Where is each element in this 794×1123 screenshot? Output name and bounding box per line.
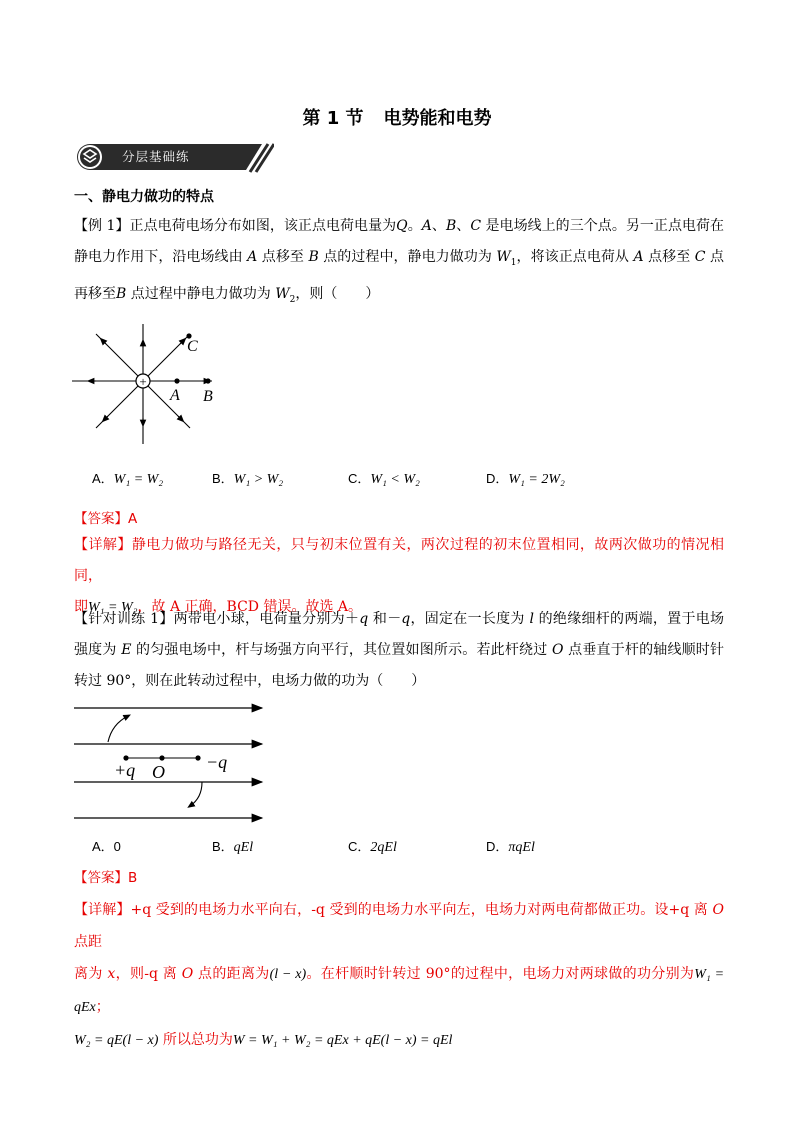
pivot-O bbox=[159, 755, 164, 760]
example1-option-a[interactable]: A．W₁ = W₂ bbox=[92, 471, 164, 487]
training1-option-c[interactable]: C．2qEl bbox=[348, 839, 397, 855]
field-line-downright bbox=[148, 386, 190, 428]
training1-option-d[interactable]: D．πqEl bbox=[486, 839, 535, 855]
label-B: B bbox=[203, 388, 213, 405]
example1-label: 【例 1】 bbox=[74, 218, 130, 234]
label-plus-q: +q bbox=[114, 760, 136, 780]
label-C: C bbox=[187, 338, 198, 355]
training1-answer: 【答案】B bbox=[74, 870, 138, 886]
example1-option-d[interactable]: D．W₁ = 2W₂ bbox=[486, 471, 565, 487]
training1-label: 【针对训练 1】 bbox=[74, 611, 174, 627]
training1-option-b[interactable]: B．qEl bbox=[212, 839, 254, 855]
point-B bbox=[205, 378, 210, 383]
rotation-arrow-bottom bbox=[190, 782, 202, 806]
label-minus-q: −q bbox=[206, 752, 228, 772]
example1-option-c[interactable]: C．W₁ < W₂ bbox=[348, 471, 420, 487]
rotation-arrow-top bbox=[108, 716, 128, 742]
training1-option-a[interactable]: A．0 bbox=[92, 839, 121, 854]
example1-detail: 【详解】静电力做功与路径无关，只与初末位置有关，两次过程的初末位置相同，故两次做功的情况相同， 即W₁ = W₂，故 A 正确，BCD 错误。故选 A。 bbox=[74, 537, 725, 615]
point-A bbox=[174, 378, 179, 383]
example1-option-b[interactable]: B．W₁ > W₂ bbox=[212, 471, 284, 487]
rod-uniform-field-figure bbox=[72, 698, 272, 828]
example1-answer: 【答案】A bbox=[74, 511, 138, 527]
charge-sign: + bbox=[139, 374, 147, 389]
title-section-number: 第 1 节 bbox=[302, 108, 364, 129]
training1-detail: 【详解】+q 受到的电场力水平向右，-q 受到的电场力水平向左，电场力对两电荷都做正功。设+q 离 O 点距 离为 x，则-q 离 O 点的距离为(l − x)。在杆顺时针转过 90°的过程中，电场力对两球做的功分别为W₁ = qEx； W₂ = qE(l − x) 所以总功为W = W₁ + W₂ = qEx + qE(l − x) = qEl bbox=[74, 902, 725, 1048]
section-heading: 一、静电力做功的特点 bbox=[74, 189, 214, 205]
training1-question: 【针对训练 1】两带电小球，电荷量分别为＋q 和－q，固定在一长度为 l 的绝缘细杆的两端，置于电场强度为 E 的匀强电场中，杆与场强方向平行，其位置如图所示。若此杆绕过 O 点垂直于杆的轴线顺时针转过 90°，则在此转动过程中，电场力做的功为（ ） bbox=[74, 611, 725, 689]
point-charge-field-figure bbox=[70, 318, 220, 458]
label-O: O bbox=[152, 762, 165, 782]
field-line-downleft bbox=[96, 386, 138, 428]
page-title bbox=[0, 104, 794, 130]
example1-question: 【例 1】正点电荷电场分布如图，该正点电荷电量为Q。A、B、C 是电场线上的三个点。另一正点电荷在静电力作用下，沿电场线由 A 点移至 B 点的过程中，静电力做功为 $W_1$，将该正点电荷从 A 点移至 C 点再移至B 点过程中静电力做功为 $W_2$，则（ ） bbox=[74, 218, 725, 305]
charge-minus bbox=[195, 755, 200, 760]
banner-label: 分层基础练 bbox=[122, 149, 190, 164]
title-topic: 电势能和电势 bbox=[383, 108, 492, 129]
label-A: A bbox=[170, 387, 180, 404]
